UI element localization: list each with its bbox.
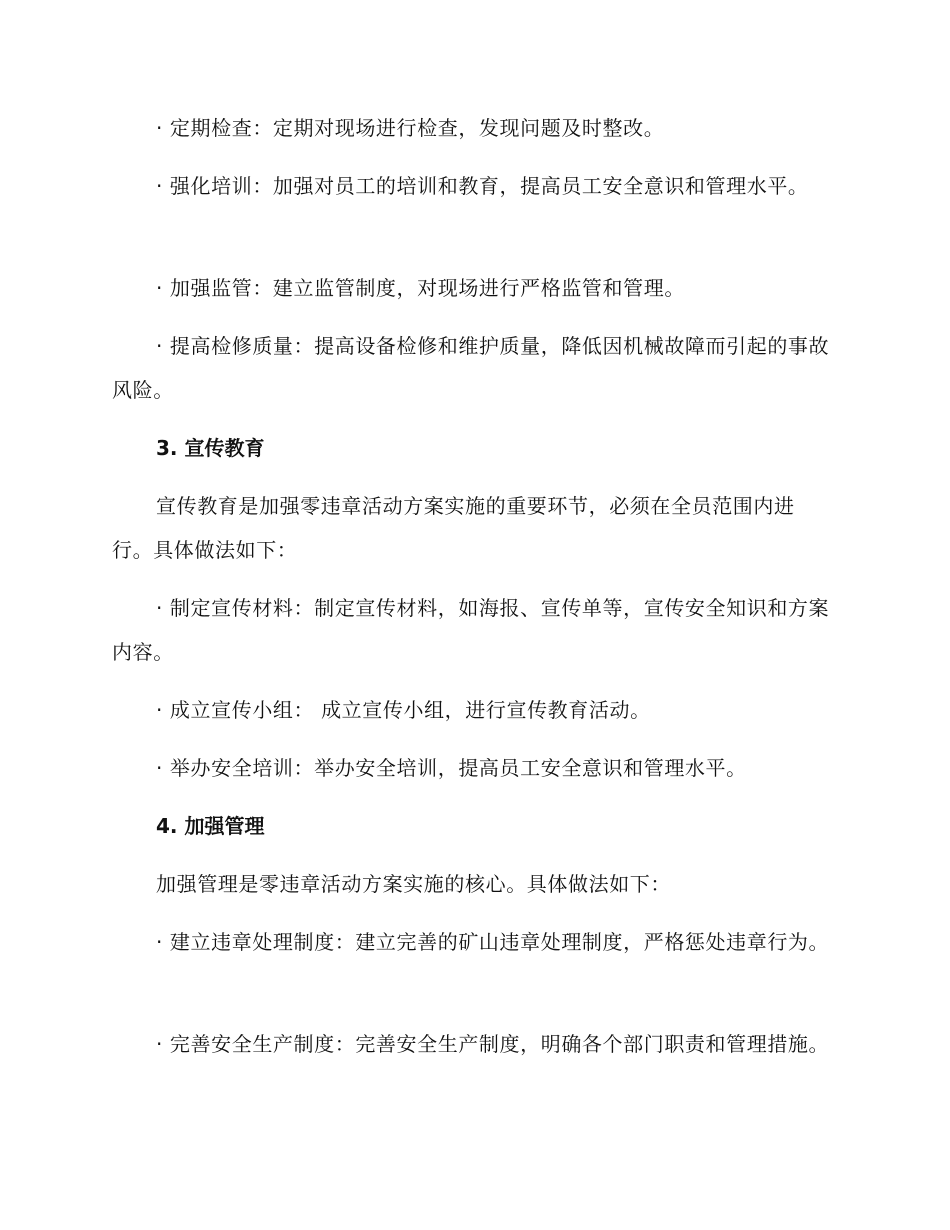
bullet-improve-maintenance-quality: · 提高检修质量：提高设备检修和维护质量，降低因机械故障而引起的事故风险。: [112, 334, 830, 402]
bullet-strengthen-supervision: · 加强监管：建立监管制度，对现场进行严格监管和管理。: [156, 276, 685, 300]
bullet-publicity-materials: · 制定宣传材料：制定宣传材料，如海报、宣传单等，宣传安全知识和方案内容。: [112, 596, 830, 664]
bullet-safety-production-system: · 完善安全生产制度：完善安全生产制度，明确各个部门职责和管理措施。: [156, 1032, 830, 1056]
bullet-violation-handling-system: · 建立违章处理制度：建立完善的矿山违章处理制度，严格惩处违章行为。: [156, 930, 830, 954]
paragraph-publicity-intro: 宣传教育是加强零违章活动方案实施的重要环节，必须在全员范围内进行。具体做法如下：: [112, 494, 795, 562]
bullet-publicity-team: · 成立宣传小组： 成立宣传小组，进行宣传教育活动。: [156, 698, 651, 722]
section-heading-publicity-education: 3. 宣传教育: [156, 436, 265, 460]
paragraph-management-intro: 加强管理是零违章活动方案实施的核心。具体做法如下：: [156, 872, 671, 896]
bullet-strengthen-training: · 强化培训：加强对员工的培训和教育，提高员工安全意识和管理水平。: [156, 174, 809, 198]
bullet-safety-training: · 举办安全培训：举办安全培训，提高员工安全意识和管理水平。: [156, 756, 747, 780]
bullet-regular-inspection: · 定期检查：定期对现场进行检查，发现问题及时整改。: [156, 116, 665, 140]
section-heading-strengthen-management: 4. 加强管理: [156, 814, 265, 838]
